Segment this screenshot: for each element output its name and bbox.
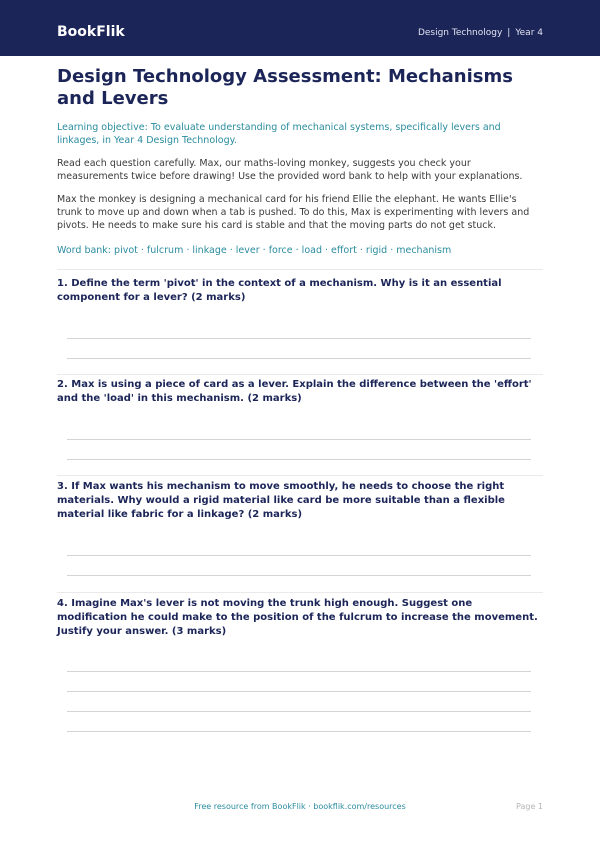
page-header xyxy=(0,0,600,56)
question-text: 1. Define the term 'pivot' in the context of a mechanism. Why is it an essential component for a lever? (2 marks) xyxy=(57,278,502,303)
scenario-paragraph: Max the monkey is designing a mechanical card for his friend Ellie the elephant. He wants Ellie's trunk to move up and down when a tab is pushed. To do this, Max is experimenting with levers and pivots. He needs to make sure his card is stable and that the moving parts do not get stuck. xyxy=(57,194,530,231)
word-bank: Word bank: pivot · fulcrum · linkage · lever · force · load · effort · rigid · mechanism xyxy=(57,245,452,256)
answer-line[interactable] xyxy=(67,711,531,712)
question-text: 4. Imagine Max's lever is not moving the trunk high enough. Suggest one modification he could make to the position of the fulcrum to increase the movement. Justify your answer. (3 marks) xyxy=(57,598,538,637)
question-3 xyxy=(57,480,543,522)
answer-line[interactable] xyxy=(67,338,531,339)
answer-line[interactable] xyxy=(67,731,531,732)
footer-resource-link[interactable]: Free resource from BookFlik · bookflik.com/resources xyxy=(194,802,406,811)
page-title: Design Technology Assessment: Mechanisms and Levers xyxy=(57,66,513,109)
brand-logo: BookFlik xyxy=(57,24,125,40)
page-number: Page 1 xyxy=(516,802,543,811)
question-text: 3. If Max wants his mechanism to move smoothly, he needs to choose the right materials. Why would a rigid material like card be more suitable than a flexible material like fabric for a linkage? (2 marks) xyxy=(57,481,505,520)
answer-line[interactable] xyxy=(67,575,531,576)
intro-paragraph: Read each question carefully. Max, our maths-loving monkey, suggests you check your measurements twice before drawing! Use the provided word bank to help with your explanations. xyxy=(57,158,523,182)
answer-line[interactable] xyxy=(67,671,531,672)
answer-line[interactable] xyxy=(67,459,531,460)
section-divider xyxy=(57,374,543,375)
answer-line[interactable] xyxy=(67,555,531,556)
header-year: Year 4 xyxy=(515,28,543,38)
header-separator: | xyxy=(507,28,511,38)
learning-objective: Learning objective: To evaluate understanding of mechanical systems, specifically levers and linkages, in Year 4 Design Technology. xyxy=(57,122,501,146)
question-4 xyxy=(57,597,543,639)
header-subject: Design Technology xyxy=(417,28,503,38)
answer-line[interactable] xyxy=(67,691,531,692)
section-divider xyxy=(57,269,543,270)
answer-line[interactable] xyxy=(67,439,531,440)
answer-line[interactable] xyxy=(67,358,531,359)
header-meta xyxy=(418,27,543,39)
question-text: 2. Max is using a piece of card as a lever. Explain the difference between the 'effort' and the 'load' in this mechanism. (2 marks) xyxy=(57,379,532,404)
question-2 xyxy=(57,378,543,406)
section-divider xyxy=(57,592,543,593)
section-divider xyxy=(57,475,543,476)
question-1 xyxy=(57,277,543,305)
